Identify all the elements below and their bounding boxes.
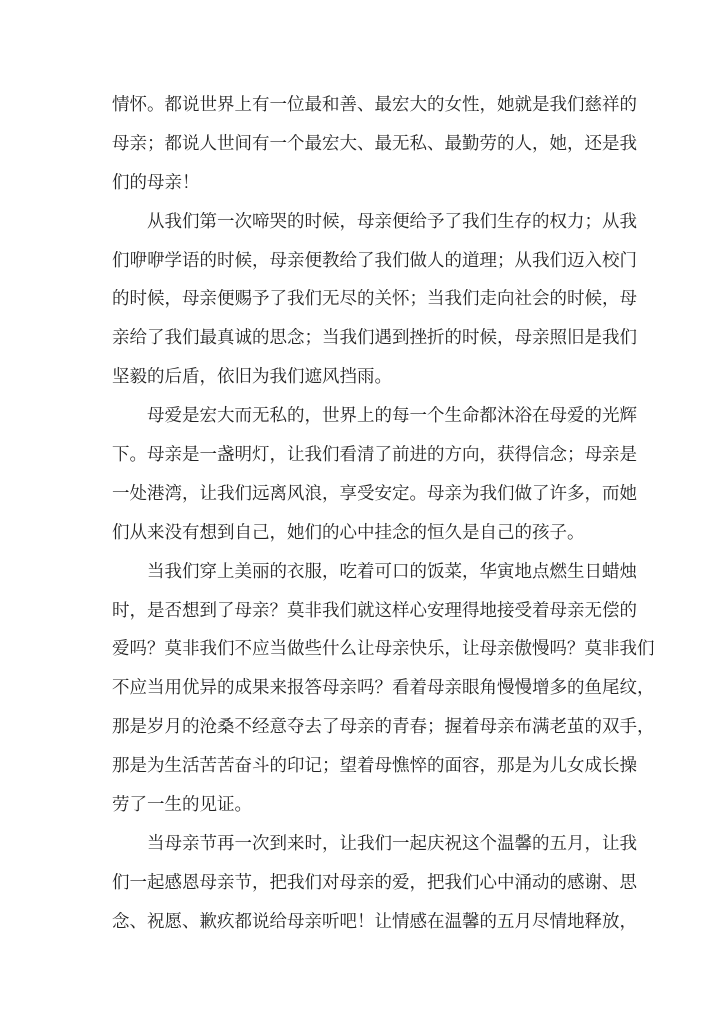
paragraph-4-line-3: 爱吗？莫非我们不应当做些什么让母亲快乐，让母亲傲慢吗？莫非我们 bbox=[112, 639, 655, 660]
paragraph-3-line-3: 一处港湾，让我们远离风浪，享受安定。母亲为我们做了许多，而她 bbox=[112, 483, 637, 504]
body-text bbox=[112, 86, 655, 942]
paragraph-4-line-5: 那是岁月的沧桑不经意夺去了母亲的青春；握着母亲布满老茧的双手， bbox=[112, 717, 655, 738]
paragraph-3-line-4: 们从来没有想到自己，她们的心中挂念的恒久是自己的孩子。 bbox=[112, 522, 585, 543]
paragraph-2-line-4: 亲给了我们最真诚的思念；当我们遇到挫折的时候，母亲照旧是我们 bbox=[112, 328, 637, 349]
paragraph-2-line-2: 们咿咿学语的时候，母亲便教给了我们做人的道理；从我们迈入校门 bbox=[112, 250, 637, 271]
paragraph-4-line-2: 时，是否想到了母亲？莫非我们就这样心安理得地接受着母亲无偿的 bbox=[112, 600, 637, 621]
paragraph-5-line-3: 念、祝愿、歉疚都说给母亲听吧！让情感在温馨的五月尽情地释放， bbox=[112, 911, 637, 932]
paragraph-3-line-1: 母爱是宏大而无私的，世界上的每一个生命都沐浴在母爱的光辉 bbox=[147, 406, 637, 427]
paragraph-4-line-4: 不应当用优异的成果来报答母亲吗？看着母亲眼角慢慢增多的鱼尾纹， bbox=[112, 678, 655, 699]
paragraph-1-line-2: 母亲；都说人世间有一个最宏大、最无私、最勤劳的人，她，还是我 bbox=[112, 133, 637, 154]
paragraph-5-line-1: 当母亲节再一次到来时，让我们一起庆祝这个温馨的五月，让我 bbox=[147, 833, 637, 854]
paragraph-4-line-7: 劳了一生的见证。 bbox=[112, 795, 252, 816]
paragraph-4-line-6: 那是为生活苦苦奋斗的印记；望着母憔悴的面容，那是为儿女成长操 bbox=[112, 756, 637, 777]
paragraph-4-line-1: 当我们穿上美丽的衣服，吃着可口的饭菜，华寅地点燃生日蜡烛 bbox=[147, 561, 637, 582]
paragraph-3-line-2: 下。母亲是一盏明灯，让我们看清了前进的方向，获得信念；母亲是 bbox=[112, 445, 637, 466]
paragraph-1-line-1: 情怀。都说世界上有一位最和善、最宏大的女性，她就是我们慈祥的 bbox=[112, 95, 637, 115]
paragraph-2-line-5: 坚毅的后盾，依旧为我们遮风挡雨。 bbox=[112, 367, 392, 388]
paragraph-5-line-2: 们一起感恩母亲节，把我们对母亲的爱，把我们心中涌动的感谢、思 bbox=[112, 872, 637, 893]
paragraph-1-line-3: 们的母亲！ bbox=[112, 172, 200, 193]
paragraph-2-line-3: 的时候，母亲便赐予了我们无尽的关怀；当我们走向社会的时候，母 bbox=[112, 289, 637, 310]
paragraph-2-line-1: 从我们第一次啼哭的时候，母亲便给予了我们生存的权力；从我 bbox=[147, 211, 637, 232]
